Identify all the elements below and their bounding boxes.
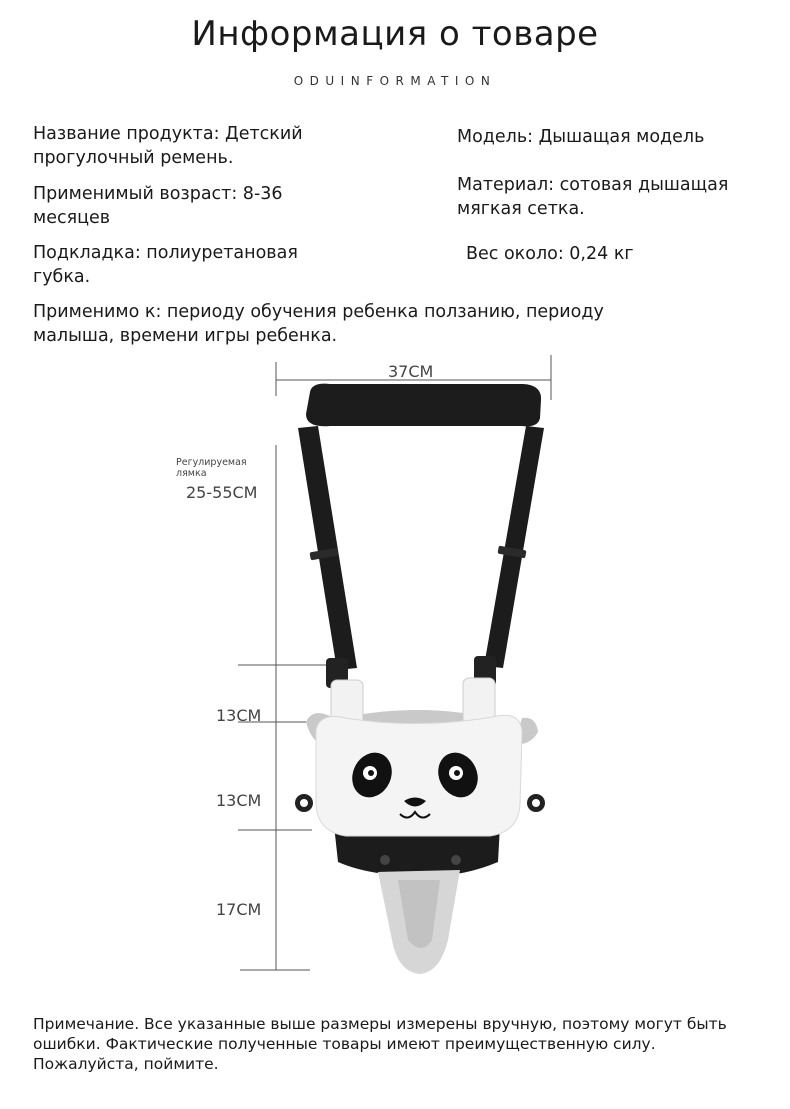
spec-weight: Вес около: 0,24 кг bbox=[466, 244, 634, 264]
page-title: Информация о товаре bbox=[191, 14, 599, 54]
page-subtitle: ODUINFORMATION bbox=[293, 74, 497, 88]
spec-material: Материал: сотовая дышащая мягкая сетка. bbox=[457, 175, 729, 219]
dimension-width: 37CM bbox=[388, 362, 434, 381]
dimension-strap-caption: Регулируемая лямка bbox=[176, 457, 247, 479]
spec-applicable: Применимо к: периоду обучения ребенка ползанию, периоду малыша, времени игры ребенка. bbox=[33, 302, 604, 346]
dimension-lower: 17CM bbox=[216, 900, 262, 919]
dimension-middle: 13CM bbox=[216, 791, 262, 810]
spec-age: Применимый возраст: 8-36 месяцев bbox=[33, 184, 283, 228]
dimension-upper: 13CM bbox=[216, 706, 262, 725]
vest bbox=[295, 678, 545, 974]
spec-model: Модель: Дышащая модель bbox=[457, 127, 705, 147]
footnote: Примечание. Все указанные выше размеры измерены вручную, поэтому могут быть ошибки. Фактические полученные товары имеют преимущественную силу. Пожалуйста, поймите. bbox=[33, 1015, 727, 1073]
spec-lining: Подкладка: полиуретановая губка. bbox=[33, 243, 298, 287]
spec-product-name: Название продукта: Детский прогулочный ремень. bbox=[33, 124, 303, 168]
strap bbox=[298, 384, 544, 688]
dimension-strap-length: 25-55CM bbox=[186, 483, 258, 502]
